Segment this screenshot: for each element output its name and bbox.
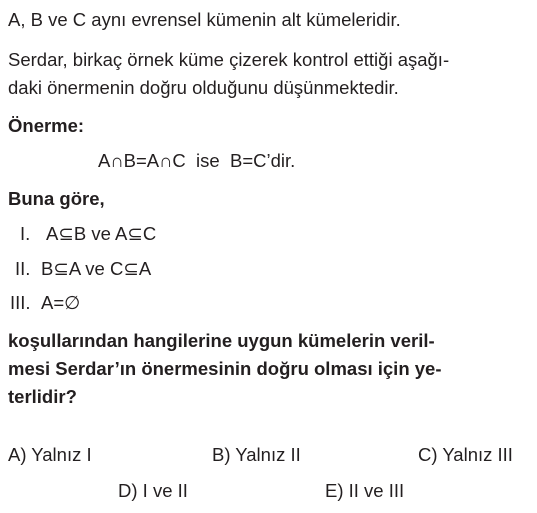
question-line-2: mesi Serdar’ın önermesinin doğru olması için ye-: [8, 358, 442, 379]
condition-text: B⊆A ve C⊆A: [41, 258, 152, 279]
choice-b[interactable]: B) Yalnız II: [212, 444, 301, 465]
condition-1: [20, 223, 156, 245]
choice-c[interactable]: C) Yalnız III: [418, 444, 513, 465]
choice-d[interactable]: D) I ve II: [118, 480, 188, 501]
condition-numeral: II.: [15, 258, 31, 279]
question-line-1: koşullarından hangilerine uygun kümelerin veril-: [8, 330, 435, 351]
condition-text: A⊆B ve A⊆C: [46, 223, 157, 244]
intro-line-2: Serdar, birkaç örnek küme çizerek kontrol ettiği aşağı-: [8, 49, 450, 70]
choice-a[interactable]: A) Yalnız I: [8, 444, 92, 465]
condition-text: A=∅: [41, 292, 81, 313]
intro-line-3: daki önermenin doğru olduğunu düşünmektedir.: [8, 77, 399, 98]
condition-2: [15, 258, 151, 280]
proposition-heading: Önerme:: [8, 115, 85, 136]
question-line-3: terlidir?: [8, 386, 77, 407]
condition-numeral: III.: [10, 292, 31, 313]
intro-line-1: A, B ve C aynı evrensel kümenin alt kümeleridir.: [8, 9, 401, 30]
choice-e[interactable]: E) II ve III: [325, 480, 405, 501]
condition-numeral: I.: [20, 223, 31, 244]
proposition-formula: A∩B=A∩C ise B=C’dir.: [98, 150, 296, 171]
condition-3: [10, 292, 80, 314]
question-intro: Buna göre,: [8, 188, 105, 209]
